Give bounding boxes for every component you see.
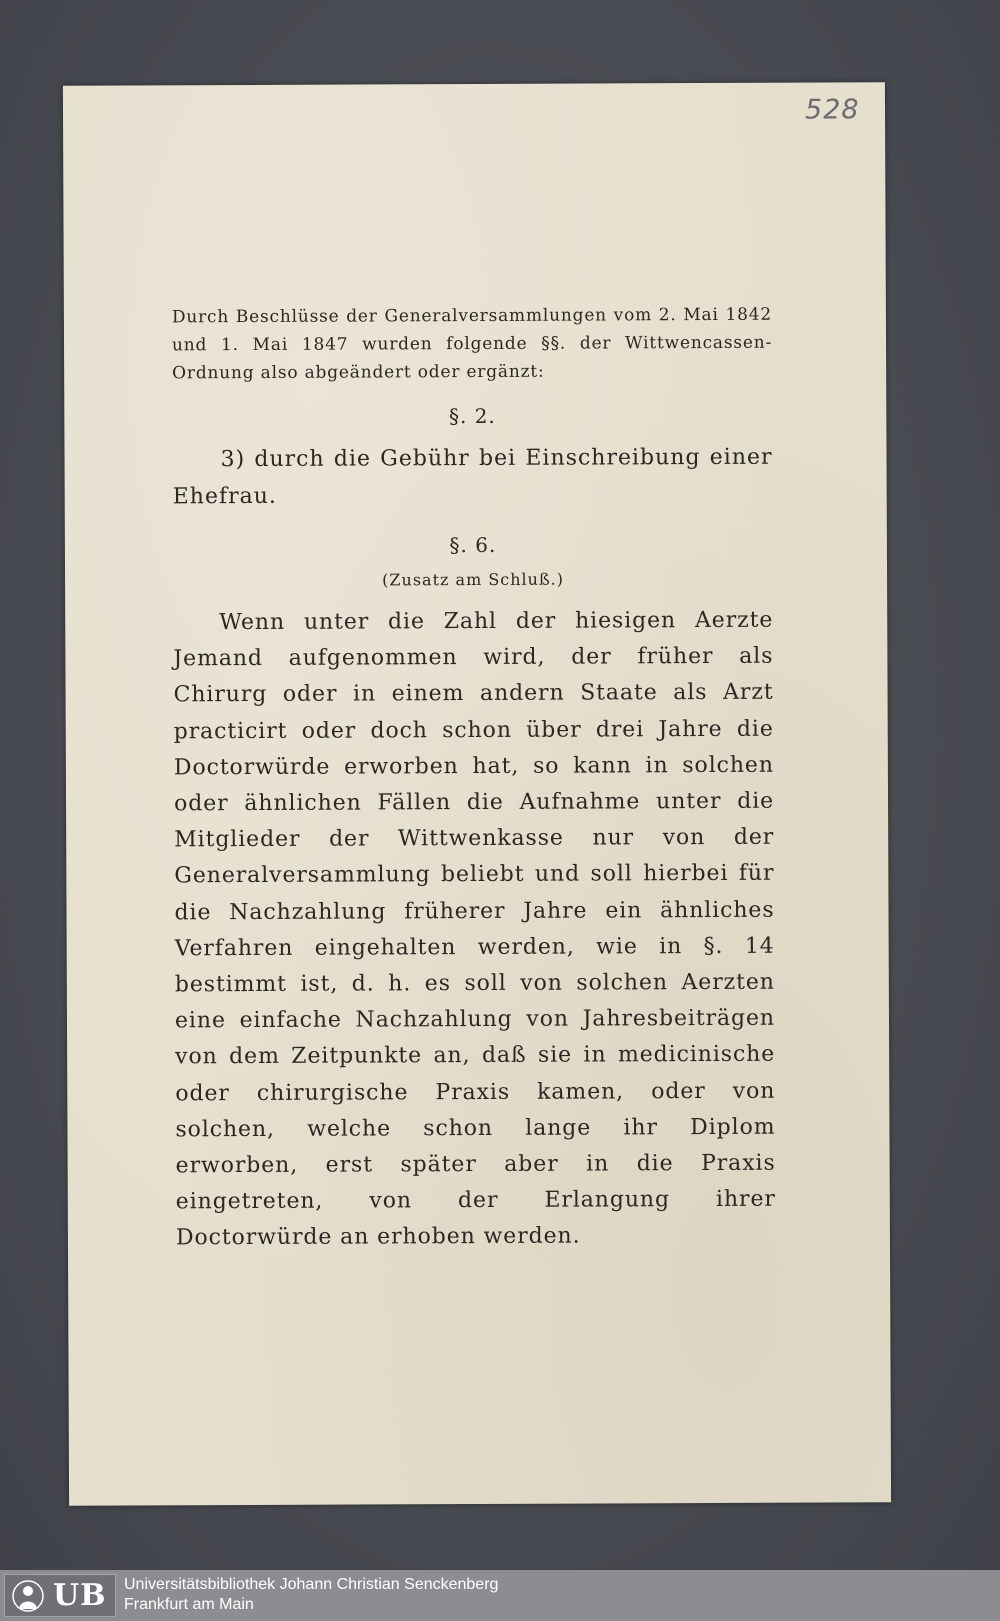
intro-paragraph: Durch Beschlüsse der Generalversammlungen vom 2. Mai 1842 und 1. Mai 1847 wurden folgende §§. der Wittwencassen-Ordnung also abgeändert oder ergänzt: bbox=[171, 304, 773, 384]
document-page bbox=[63, 82, 891, 1506]
section-2-heading: §. 2. bbox=[448, 403, 496, 429]
section-2-text: 3) durch die Gebühr bei Einschreibung einer Ehefrau. bbox=[172, 444, 773, 510]
library-logo bbox=[4, 1574, 116, 1617]
library-location: Frankfurt am Main bbox=[124, 1596, 254, 1613]
library-name: Universitätsbibliothek Johann Christian Senckenberg bbox=[124, 1576, 499, 1593]
folio-number: 528 bbox=[804, 94, 860, 126]
library-footer bbox=[0, 1570, 1000, 1621]
section-6-heading: §. 6. bbox=[449, 532, 497, 558]
logo-letters: UB bbox=[53, 1578, 107, 1613]
senckenberg-emblem-icon bbox=[11, 1579, 45, 1613]
section-6-text: Wenn unter die Zahl der hiesigen Aerzte Jemand aufgenommen wird, der früher als Chirurg oder in einem andern Staate als Arzt practicirt oder doch schon über drei Jahre die Doctorwürde erworben hat, so kann in solchen oder ähnlichen Fällen die Aufnahme unter die Mitglieder der Wittwenkasse nur von der Generalversammlung beliebt und soll hierbei für die Nachzahlung früherer Jahre ein ähnliches Verfahren eingehalten werden, wie in §. 14 bestimmt ist, d. h. es soll von solchen Aerzten eine einfache Nachzahlung von Jahresbeiträgen von dem Zeitpunkte an, daß sie in medicinische oder chirurgische Praxis kamen, oder von solchen, welche schon lange ihr Diplom erworben, erst später aber in die Praxis eingetreten, von der Erlangung ihrer Doctorwürde an erhoben werden. bbox=[173, 607, 776, 1251]
section-6-note: (Zusatz am Schluß.) bbox=[382, 569, 565, 590]
document-text bbox=[172, 301, 776, 1257]
footer-text bbox=[124, 1575, 498, 1615]
